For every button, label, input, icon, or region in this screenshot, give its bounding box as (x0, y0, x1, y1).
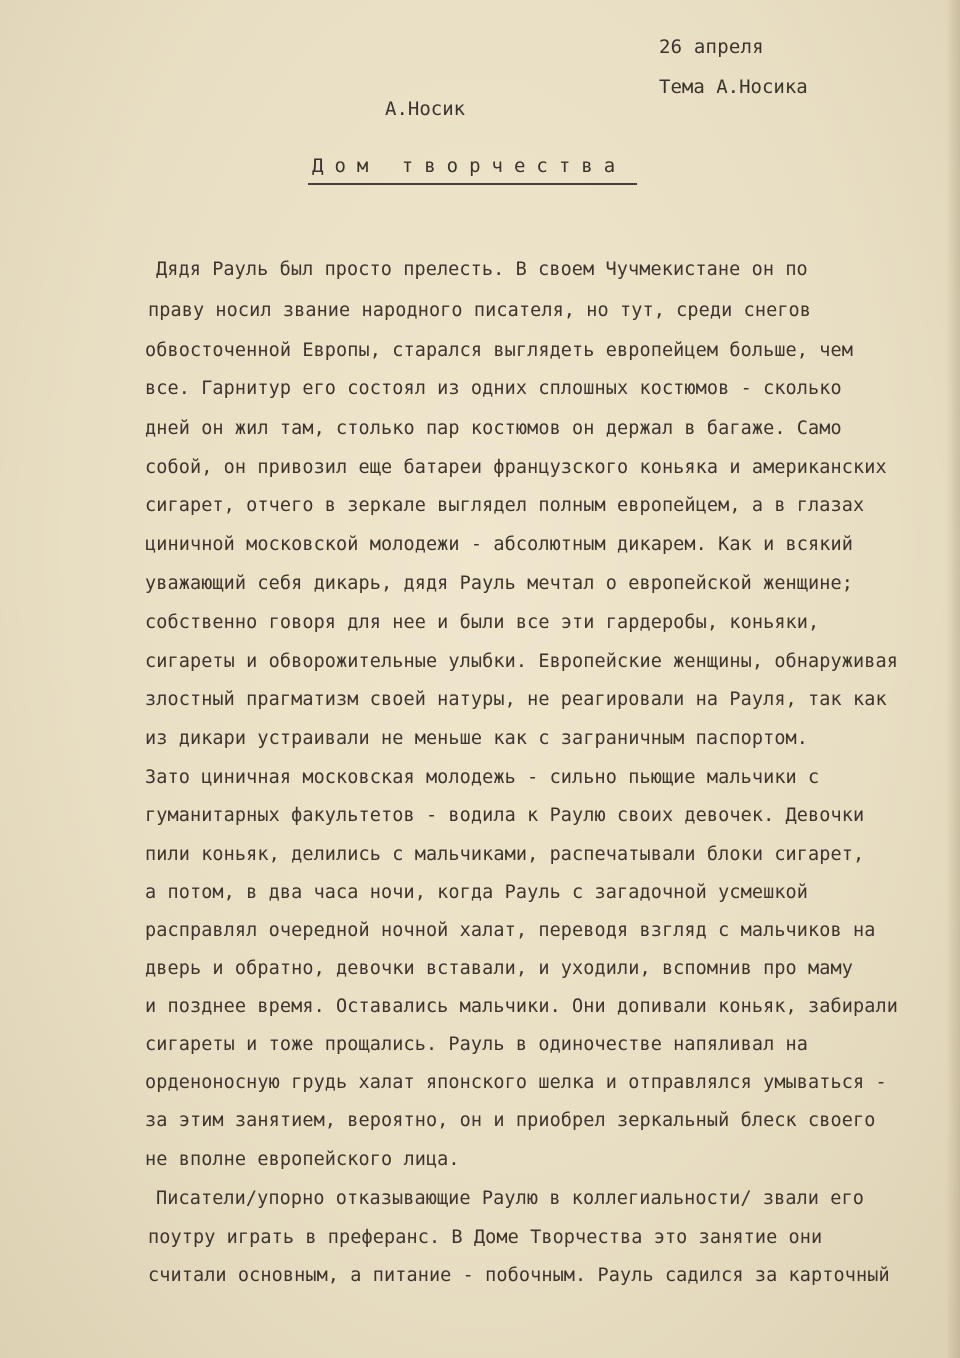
text-line: гуманитарных факультетов - водила к Раулю своих девочек. Девочки (145, 805, 865, 826)
text-line: расправлял очередной ночной халат, переводя взгляд с мальчиков на (145, 920, 876, 941)
text-line: сигареты и тоже прощались. Рауль в одиночестве напяливал на (145, 1034, 809, 1055)
text-line: а потом, в два часа ночи, когда Рауль с загадочной усмешкой (145, 882, 809, 903)
theme-line: Тема А.Носика (659, 76, 808, 98)
text-line: все. Гарнитур его состоял из одних сплошных костюмов - сколько (145, 378, 842, 399)
text-line: Зато циничная московская молодежь - сильно пьющие мальчики с (145, 767, 820, 788)
text-line: собой, он привозил еще батареи французского коньяка и американских (145, 457, 887, 478)
author-name: А.Носик (385, 98, 466, 120)
text-line: за этим занятием, вероятно, он и приобрел зеркальный блеск своего (145, 1110, 876, 1131)
text-line: праву носил звание народного писателя, но тут, среди снегов (148, 300, 812, 321)
text-line: орденоносную грудь халат японского шелка и отправлялся умываться - (145, 1072, 887, 1093)
page-edge-shadow (946, 0, 960, 1358)
text-line: не вполне европейского лица. (145, 1149, 460, 1170)
text-line: сигареты и обворожительные улыбки. Европейские женщины, обнаруживая (145, 651, 898, 672)
text-line: Писатели/упорно отказывающие Раулю в коллегиальности/ звали его (156, 1188, 864, 1209)
text-line: обвосточенной Европы, старался выглядеть европейцем больше, чем (145, 340, 853, 361)
date-line: 26 апреля (659, 36, 764, 58)
document-title: Дом творчества (312, 155, 627, 177)
text-line: и позднее время. Оставались мальчики. Они допивали коньяк, забирали (145, 996, 898, 1017)
text-line: сигарет, отчего в зеркале выглядел полным европейцем, а в глазах (145, 495, 865, 516)
text-line: уважающий себя дикарь, дядя Рауль мечтал о европейской женщине; (145, 573, 853, 594)
text-line: поутру играть в преферанс. В Доме Творчества это занятие они (148, 1227, 823, 1248)
text-line: циничной московской молодежи - абсолютным дикарем. Как и всякий (145, 534, 853, 555)
text-line: дверь и обратно, девочки вставали, и уходили, вспомнив про маму (145, 958, 853, 979)
text-line: Дядя Рауль был просто прелесть. В своем Чучмекистане он по (156, 259, 808, 280)
text-line: собственно говоря для нее и были все эти гардеробы, коньяки, (145, 612, 820, 633)
text-line: пили коньяк, делились с мальчиками, распечатывали блоки сигарет, (145, 844, 865, 865)
text-line: считали основным, а питание - побочным. Рауль садился за карточный (148, 1265, 890, 1286)
text-line: дней он жил там, столько пар костюмов он держал в багаже. Само (145, 418, 842, 439)
text-line: из дикари устраивали не меньше как с заграничным паспортом. (145, 728, 809, 749)
text-line: злостный прагматизм своей натуры, не реагировали на Рауля, так как (145, 689, 887, 710)
